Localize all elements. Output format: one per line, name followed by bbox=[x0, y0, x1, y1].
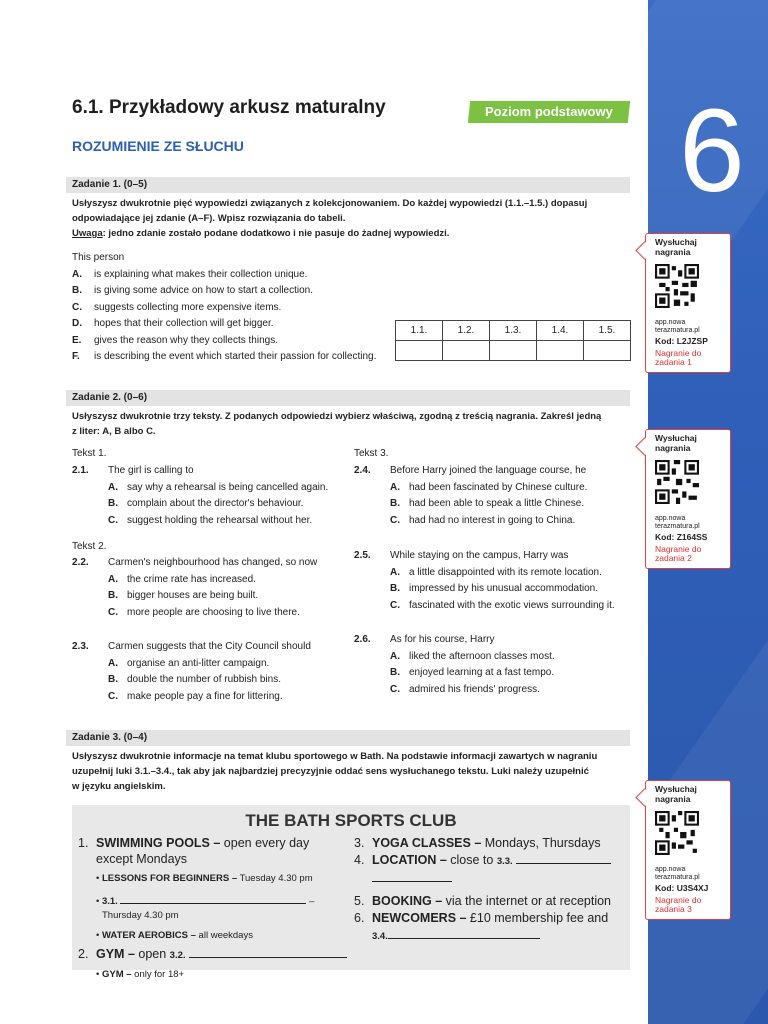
question-number: 2.4. bbox=[354, 465, 371, 476]
answer-cell[interactable] bbox=[584, 341, 631, 361]
level-badge bbox=[468, 101, 630, 123]
task1-options bbox=[72, 250, 376, 366]
task1-instr-line1: Usłyszysz dwukrotnie pięć wypowiedzi związanych z kolekcjonowaniem. Do każdej wypowiedzi (1.1.–1.5.) dopasuj bbox=[72, 198, 588, 209]
answer-table-row[interactable] bbox=[396, 341, 631, 361]
option-text: is explaining what makes their collection unique. bbox=[94, 268, 308, 280]
question-number: 2.1. bbox=[72, 465, 89, 476]
answer-option[interactable] bbox=[72, 588, 317, 605]
answer-option[interactable] bbox=[72, 496, 328, 513]
option-text: admired his friends' progress. bbox=[409, 683, 540, 695]
club-title: THE BATH SPORTS CLUB bbox=[245, 811, 457, 830]
answer-cell[interactable] bbox=[490, 341, 537, 361]
option-text: say why a rehearsal is being cancelled again. bbox=[127, 481, 329, 493]
qr-card-task1[interactable] bbox=[645, 233, 731, 373]
text3-label: Tekst 3. bbox=[354, 448, 389, 459]
option-letter: B. bbox=[72, 285, 82, 296]
item-number: 6. bbox=[354, 911, 365, 925]
section-title: ROZUMIENIE ZE SŁUCHU bbox=[72, 138, 244, 154]
answer-cell[interactable] bbox=[396, 341, 443, 361]
qr-card-note: Nagranie do zadania 3 bbox=[655, 894, 702, 915]
option-row bbox=[72, 267, 376, 284]
option-text: more people are choosing to live there. bbox=[127, 606, 300, 618]
text1-label: Tekst 1. bbox=[72, 448, 107, 459]
option-letter: E. bbox=[72, 334, 82, 346]
text2-label: Tekst 2. bbox=[72, 541, 107, 552]
answer-header-cell: 1.1. bbox=[396, 321, 443, 341]
option-text: impressed by his unusual accommodation. bbox=[409, 583, 598, 594]
answer-option[interactable] bbox=[72, 672, 311, 689]
option-text: had been fascinated by Chinese culture. bbox=[409, 481, 588, 493]
option-letter: C. bbox=[108, 606, 118, 618]
question-text: While staying on the campus, Harry was bbox=[390, 550, 569, 561]
answer-option[interactable] bbox=[354, 565, 615, 582]
question-2-5 bbox=[354, 548, 615, 614]
option-letter: A. bbox=[390, 650, 400, 662]
option-letter: B. bbox=[390, 498, 400, 509]
qr-card-code: Kod: Z164SS bbox=[655, 531, 708, 542]
qr-code-icon bbox=[655, 460, 699, 504]
item-heading: BOOKING – bbox=[372, 894, 443, 908]
answer-table bbox=[395, 320, 631, 361]
option-row bbox=[72, 316, 376, 333]
answer-header-cell: 1.3. bbox=[490, 321, 537, 341]
sub-item-text: Tuesday 4.30 pm bbox=[237, 873, 313, 884]
option-row bbox=[72, 300, 376, 317]
question-number: 2.6. bbox=[354, 634, 371, 645]
option-letter: C. bbox=[390, 683, 400, 695]
gap-number: 3.3. bbox=[496, 856, 513, 867]
task1-note-text: : jedno zdanie zostało podane dodatkowo i nie pasuje do żadnej wypowiedzi. bbox=[102, 228, 450, 239]
option-letter: C. bbox=[108, 690, 118, 702]
option-letter: B. bbox=[108, 498, 118, 509]
option-letter: A. bbox=[108, 573, 118, 585]
option-row bbox=[72, 333, 376, 350]
gap-3-3-field[interactable] bbox=[516, 852, 611, 864]
gap-3-3-continued-field[interactable] bbox=[372, 870, 452, 882]
item-text: via the internet or at reception bbox=[442, 894, 612, 908]
task1-note bbox=[72, 226, 630, 241]
item-heading: GYM – bbox=[96, 947, 135, 961]
gap-3-4-field[interactable] bbox=[388, 927, 540, 939]
option-text: is giving some advice on how to start a collection. bbox=[94, 285, 313, 296]
task3-header: Zadanie 3. (0–4) bbox=[66, 730, 630, 746]
option-letter: B. bbox=[390, 667, 400, 678]
option-text: bigger houses are being built. bbox=[127, 590, 259, 601]
item-body bbox=[372, 852, 611, 886]
answer-header-cell: 1.2. bbox=[443, 321, 490, 341]
item-text-line2: except Mondays bbox=[96, 852, 188, 866]
task1-instr-line2: odpowiadające jej zdanie (A–F). Wpisz rozwiązania do tabeli. bbox=[72, 213, 346, 224]
task2-instr-line1: Usłyszysz dwukrotnie trzy teksty. Z podanych odpowiedzi wybierz właściwą, zgodną z treścią nagrania. Zakreśl jedną bbox=[72, 411, 602, 422]
question-2-1 bbox=[72, 463, 328, 529]
sub-item-water-aerobics: • WATER AEROBICS – all weekdays bbox=[96, 930, 253, 941]
option-text: hopes that their collection will get bigger. bbox=[94, 318, 274, 329]
answer-option[interactable] bbox=[354, 682, 555, 699]
task3-instr-line1: Usłyszysz dwukrotnie informacje na temat klubu sportowego w Bath. Na podstawie informacji zawartych w nagraniu bbox=[72, 751, 598, 762]
option-letter: B. bbox=[390, 583, 400, 594]
sub-item-text: only for 18+ bbox=[131, 969, 185, 980]
option-text: fascinated with the exotic views surrounding it. bbox=[409, 599, 615, 611]
option-text: double the number of rubbish bins. bbox=[127, 674, 281, 685]
qr-card-site: app.nowa terazmatura.pl bbox=[655, 865, 700, 881]
answer-option[interactable] bbox=[354, 649, 555, 666]
item-text: close to bbox=[446, 853, 497, 867]
task3-instr-line2: uzupełnij luki 3.1.–3.4., tak aby jak najbardziej precyzyjnie oddać sens wysłuchanego tekstu. Luki należy uzupełnić bbox=[72, 766, 589, 777]
qr-card-site: app.nowa terazmatura.pl bbox=[655, 514, 700, 530]
task1-instructions bbox=[72, 196, 630, 241]
item-text: £10 membership fee and bbox=[466, 911, 609, 925]
option-letter: A. bbox=[72, 268, 82, 280]
level-badge-label: Poziom podstawowy bbox=[485, 104, 613, 119]
task3-instructions bbox=[72, 749, 630, 794]
question-number: 2.5. bbox=[354, 550, 371, 561]
sub-item-gap-3-1: • 3.1. – Thursday 4.30 pm bbox=[78, 892, 348, 923]
answer-option[interactable] bbox=[72, 513, 328, 530]
option-text: organise an anti-litter campaign. bbox=[127, 657, 270, 669]
task1-note-label: Uwaga bbox=[72, 228, 103, 239]
option-text: liked the afternoon classes most. bbox=[409, 650, 555, 662]
item-body bbox=[372, 910, 608, 926]
club-item-3 bbox=[354, 835, 624, 851]
answer-option[interactable] bbox=[72, 689, 311, 706]
sub-item-gym: • GYM – only for 18+ bbox=[96, 969, 185, 980]
item-text: open bbox=[134, 947, 170, 961]
sub-item-heading: LESSONS FOR BEGINNERS – bbox=[101, 873, 238, 884]
club-item-6 bbox=[354, 910, 624, 926]
bath-sports-club-box bbox=[72, 805, 630, 980]
answer-option[interactable] bbox=[354, 665, 555, 682]
question-2-3 bbox=[72, 639, 311, 705]
option-row bbox=[72, 349, 376, 366]
option-text: gives the reason why they collects things. bbox=[94, 334, 278, 346]
answer-option[interactable] bbox=[354, 598, 615, 615]
answer-option[interactable] bbox=[72, 605, 317, 622]
item-number: 2. bbox=[78, 947, 89, 961]
option-text: suggests collecting more expensive items. bbox=[94, 301, 282, 313]
item-heading: NEWCOMERS – bbox=[372, 911, 467, 925]
question-2-4 bbox=[354, 463, 587, 529]
option-text: had had no interest in going to China. bbox=[409, 514, 576, 526]
question-text: Before Harry joined the language course, he bbox=[390, 465, 587, 476]
option-letter: C. bbox=[390, 514, 400, 526]
answer-cell[interactable] bbox=[443, 341, 490, 361]
item-number: 3. bbox=[354, 836, 365, 850]
answer-cell[interactable] bbox=[537, 341, 584, 361]
question-number: 2.2. bbox=[72, 557, 89, 568]
option-text: complain about the director's behaviour. bbox=[127, 498, 304, 509]
answer-header-cell: 1.5. bbox=[584, 321, 631, 341]
answer-header-cell: 1.4. bbox=[537, 321, 584, 341]
item-number: 5. bbox=[354, 894, 365, 908]
item-heading: YOGA CLASSES – bbox=[372, 836, 482, 850]
qr-card-note: Nagranie do zadania 2 bbox=[655, 543, 702, 564]
item-number: 4. bbox=[354, 853, 365, 867]
option-letter: A. bbox=[390, 566, 400, 578]
option-letter: C. bbox=[390, 599, 400, 611]
qr-card-code: Kod: L2JZSP bbox=[655, 335, 708, 346]
club-item-2 bbox=[78, 946, 348, 964]
gap-3-2-field[interactable] bbox=[189, 946, 347, 958]
option-text: had been able to speak a little Chinese. bbox=[409, 498, 585, 509]
option-letter: C. bbox=[72, 301, 82, 313]
option-text: is describing the event which started their passion for collecting. bbox=[94, 351, 377, 362]
question-text: Carmen's neighbourhood has changed, so now bbox=[108, 557, 318, 568]
option-row bbox=[72, 283, 376, 300]
item-body bbox=[372, 835, 601, 851]
option-letter: C. bbox=[108, 514, 118, 526]
option-text: make people pay a fine for littering. bbox=[127, 690, 283, 702]
qr-code-icon bbox=[655, 264, 699, 308]
option-letter: D. bbox=[72, 318, 82, 329]
qr-card-title: Wysłuchaj nagrania bbox=[655, 433, 697, 453]
task2-instr-line2: z liter: A, B albo C. bbox=[72, 426, 156, 437]
answer-option[interactable] bbox=[354, 496, 587, 513]
answer-table-header bbox=[396, 321, 631, 341]
answer-option[interactable] bbox=[354, 480, 587, 497]
item-text: open every day bbox=[220, 836, 310, 850]
item-heading: SWIMMING POOLS – bbox=[96, 836, 221, 850]
task1-lead: This person bbox=[72, 252, 125, 263]
item-body bbox=[96, 946, 347, 964]
answer-option[interactable] bbox=[72, 572, 317, 589]
club-left-column bbox=[78, 835, 348, 982]
question-2-2 bbox=[72, 555, 317, 621]
gap-number: 3.1. bbox=[101, 896, 118, 907]
question-number: 2.3. bbox=[72, 641, 89, 652]
sub-item-text: all weekdays bbox=[195, 930, 253, 941]
page-title: 6.1. Przykładowy arkusz maturalny bbox=[72, 97, 386, 118]
club-right-column bbox=[354, 835, 624, 944]
club-item-1 bbox=[78, 835, 348, 867]
qr-card-site: app.nowa terazmatura.pl bbox=[655, 318, 700, 334]
item-body bbox=[96, 835, 309, 867]
gap-dash: – bbox=[309, 896, 315, 907]
task2-instructions bbox=[72, 409, 630, 439]
question-text: The girl is calling to bbox=[108, 465, 194, 476]
qr-card-title: Wysłuchaj nagrania bbox=[655, 237, 697, 257]
qr-card-task3[interactable] bbox=[645, 780, 731, 920]
qr-card-title: Wysłuchaj nagrania bbox=[655, 784, 697, 804]
club-item-4 bbox=[354, 852, 624, 886]
option-letter: A. bbox=[108, 657, 118, 669]
option-letter: F. bbox=[72, 351, 80, 362]
option-text: suggest holding the rehearsal without her. bbox=[127, 514, 313, 526]
task3-instr-line3: w języku angielskim. bbox=[72, 781, 166, 792]
answer-option[interactable] bbox=[72, 656, 311, 673]
question-2-6 bbox=[354, 632, 555, 698]
sub-item-lessons: • LESSONS FOR BEGINNERS – Tuesday 4.30 pm bbox=[96, 873, 313, 884]
item-text: Mondays, Thursdays bbox=[481, 836, 601, 850]
option-text: the crime rate has increased. bbox=[127, 573, 256, 585]
club-item-5 bbox=[354, 893, 624, 909]
sub-item-heading: GYM – bbox=[101, 969, 132, 980]
option-text: a little disappointed with its remote location. bbox=[409, 566, 602, 578]
question-text: As for his course, Harry bbox=[390, 634, 495, 645]
answer-option[interactable] bbox=[354, 581, 615, 598]
item-heading: LOCATION – bbox=[372, 853, 447, 867]
task1-header: Zadanie 1. (0–5) bbox=[66, 177, 630, 193]
chapter-number: 6 bbox=[679, 85, 745, 217]
answer-option[interactable] bbox=[354, 513, 587, 530]
option-text: enjoyed learning at a fast tempo. bbox=[409, 667, 555, 678]
qr-card-code: Kod: U3S4XJ bbox=[655, 882, 709, 893]
qr-code-icon bbox=[655, 811, 699, 855]
option-letter: A. bbox=[108, 481, 118, 493]
item-body bbox=[372, 893, 611, 909]
gap-number: 3.2. bbox=[169, 950, 186, 961]
sub-item-heading: WATER AEROBICS – bbox=[101, 930, 196, 941]
qr-card-task2[interactable] bbox=[645, 429, 731, 569]
answer-option[interactable] bbox=[72, 480, 328, 497]
gap-3-1-field[interactable] bbox=[120, 892, 306, 904]
item-number: 1. bbox=[78, 836, 89, 850]
sub-item-gap-3-4 bbox=[354, 927, 624, 944]
sub-item-text: Thursday 4.30 pm bbox=[102, 910, 179, 921]
option-letter: B. bbox=[108, 674, 118, 685]
gap-number: 3.4. bbox=[372, 931, 388, 942]
qr-card-note: Nagranie do zadania 1 bbox=[655, 347, 702, 368]
task2-header: Zadanie 2. (0–6) bbox=[66, 390, 630, 406]
question-text: Carmen suggests that the City Council should bbox=[108, 641, 311, 652]
option-letter: B. bbox=[108, 590, 118, 601]
option-letter: A. bbox=[390, 481, 400, 493]
